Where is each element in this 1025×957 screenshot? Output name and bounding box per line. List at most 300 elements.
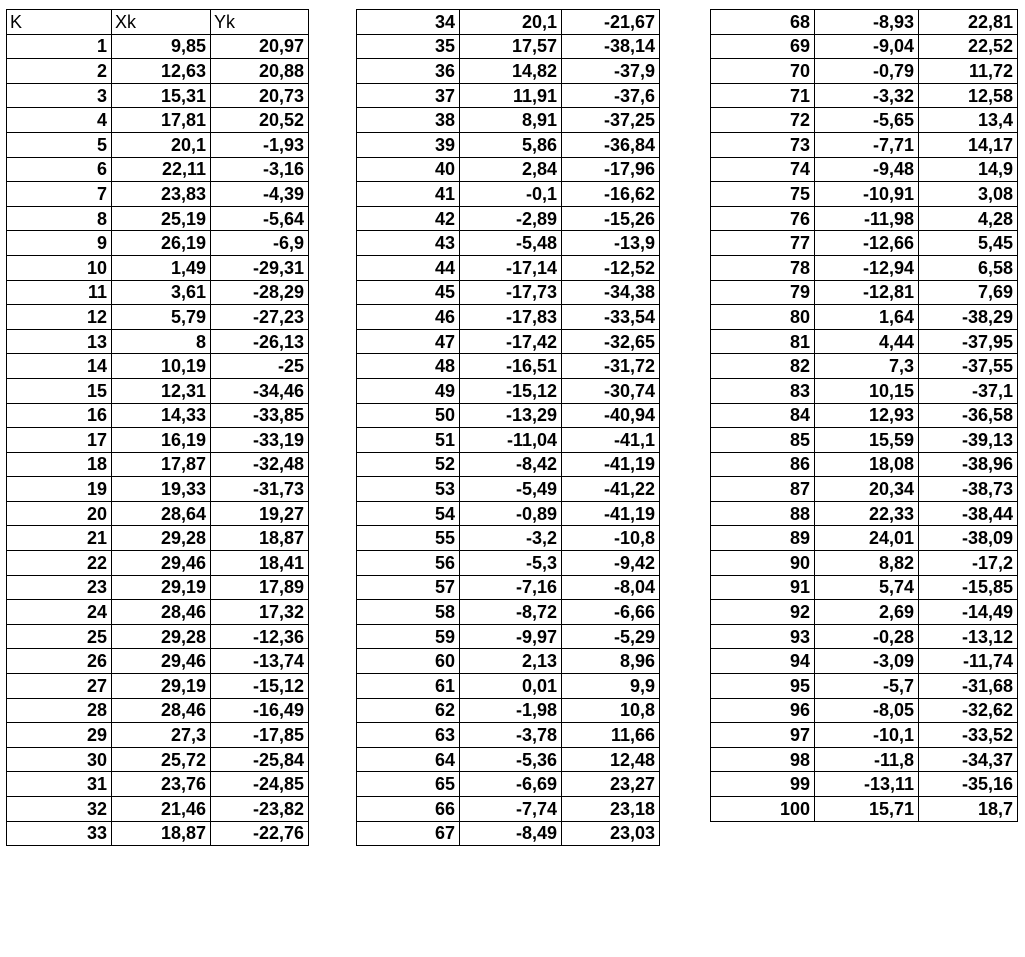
k-cell: 26 — [7, 649, 112, 674]
yk-cell: -32,62 — [919, 698, 1018, 723]
yk-cell: 8,96 — [562, 649, 660, 674]
yk-cell: 14,9 — [919, 157, 1018, 182]
yk-cell: -13,12 — [919, 624, 1018, 649]
table-row — [711, 255, 1018, 280]
yk-cell: -6,66 — [562, 600, 660, 625]
table-row — [711, 723, 1018, 748]
k-cell: 16 — [7, 403, 112, 428]
k-cell: 42 — [357, 206, 460, 231]
k-cell: 59 — [357, 624, 460, 649]
yk-cell: 12,58 — [919, 83, 1018, 108]
table-row — [357, 108, 660, 133]
table-row — [7, 477, 309, 502]
table-row — [357, 83, 660, 108]
xk-cell: 29,19 — [112, 674, 211, 699]
yk-cell: -12,52 — [562, 255, 660, 280]
k-cell: 98 — [711, 747, 815, 772]
xk-cell: -5,49 — [460, 477, 562, 502]
table-row — [357, 157, 660, 182]
k-cell: 87 — [711, 477, 815, 502]
yk-cell: -28,29 — [211, 280, 309, 305]
k-cell: 20 — [7, 501, 112, 526]
yk-cell: -17,2 — [919, 551, 1018, 576]
table-row — [7, 501, 309, 526]
table-row — [357, 34, 660, 59]
yk-cell: -38,14 — [562, 34, 660, 59]
table-row — [7, 452, 309, 477]
xk-cell: -9,97 — [460, 624, 562, 649]
xk-cell: 22,11 — [112, 157, 211, 182]
table-row — [7, 600, 309, 625]
yk-cell: -4,39 — [211, 182, 309, 207]
k-cell: 19 — [7, 477, 112, 502]
table-row — [357, 378, 660, 403]
yk-cell: -33,85 — [211, 403, 309, 428]
table-row — [711, 551, 1018, 576]
table-row — [7, 403, 309, 428]
xk-cell: 15,31 — [112, 83, 211, 108]
k-cell: 11 — [7, 280, 112, 305]
yk-cell: -36,84 — [562, 132, 660, 157]
table-row — [711, 624, 1018, 649]
xk-cell: 8 — [112, 329, 211, 354]
yk-cell: 3,08 — [919, 182, 1018, 207]
yk-cell: -34,46 — [211, 378, 309, 403]
table-row — [357, 747, 660, 772]
k-cell: 44 — [357, 255, 460, 280]
k-cell: 8 — [7, 206, 112, 231]
k-cell: 17 — [7, 428, 112, 453]
xk-cell: 5,79 — [112, 305, 211, 330]
yk-cell: -6,9 — [211, 231, 309, 256]
xk-cell: -0,89 — [460, 501, 562, 526]
k-cell: 15 — [7, 378, 112, 403]
yk-cell: 17,89 — [211, 575, 309, 600]
xk-cell: -7,16 — [460, 575, 562, 600]
table-row — [711, 600, 1018, 625]
yk-cell: -16,62 — [562, 182, 660, 207]
xk-cell: 29,28 — [112, 526, 211, 551]
k-cell: 56 — [357, 551, 460, 576]
table-row — [357, 255, 660, 280]
xk-cell: 21,46 — [112, 797, 211, 822]
table-row — [357, 674, 660, 699]
table-row — [7, 378, 309, 403]
xk-cell: -6,69 — [460, 772, 562, 797]
k-cell: 91 — [711, 575, 815, 600]
k-cell: 1 — [7, 34, 112, 59]
k-cell: 52 — [357, 452, 460, 477]
xk-cell: 18,87 — [112, 821, 211, 846]
table-row — [711, 182, 1018, 207]
k-cell: 32 — [7, 797, 112, 822]
yk-cell: -23,82 — [211, 797, 309, 822]
k-cell: 78 — [711, 255, 815, 280]
yk-cell: -9,42 — [562, 551, 660, 576]
xk-cell: 27,3 — [112, 723, 211, 748]
table-row — [7, 526, 309, 551]
xk-cell: 28,46 — [112, 698, 211, 723]
k-cell: 71 — [711, 83, 815, 108]
table-row — [357, 403, 660, 428]
k-cell: 38 — [357, 108, 460, 133]
yk-cell: -33,19 — [211, 428, 309, 453]
yk-cell: -5,29 — [562, 624, 660, 649]
data-table-3 — [710, 9, 1018, 822]
yk-cell: -17,85 — [211, 723, 309, 748]
xk-cell: -17,83 — [460, 305, 562, 330]
xk-cell: 20,34 — [815, 477, 919, 502]
xk-cell: -13,11 — [815, 772, 919, 797]
yk-cell: -34,37 — [919, 747, 1018, 772]
xk-cell: -11,04 — [460, 428, 562, 453]
table-row — [7, 206, 309, 231]
yk-cell: -3,16 — [211, 157, 309, 182]
yk-cell: 11,66 — [562, 723, 660, 748]
xk-cell: 12,63 — [112, 59, 211, 84]
k-cell: 67 — [357, 821, 460, 846]
xk-cell: -8,42 — [460, 452, 562, 477]
k-cell: 92 — [711, 600, 815, 625]
k-cell: 22 — [7, 551, 112, 576]
yk-cell: 20,52 — [211, 108, 309, 133]
k-cell: 51 — [357, 428, 460, 453]
xk-cell: 16,19 — [112, 428, 211, 453]
table-row — [7, 723, 309, 748]
table-row — [357, 132, 660, 157]
k-cell: 70 — [711, 59, 815, 84]
xk-cell: -3,09 — [815, 649, 919, 674]
table-row — [357, 182, 660, 207]
yk-cell: -17,96 — [562, 157, 660, 182]
k-cell: 28 — [7, 698, 112, 723]
table-row — [711, 10, 1018, 35]
k-cell: 7 — [7, 182, 112, 207]
k-cell: 74 — [711, 157, 815, 182]
yk-cell: -21,67 — [562, 10, 660, 35]
k-cell: 27 — [7, 674, 112, 699]
k-cell: 12 — [7, 305, 112, 330]
k-cell: 77 — [711, 231, 815, 256]
k-cell: 43 — [357, 231, 460, 256]
xk-cell: 15,71 — [815, 797, 919, 822]
xk-cell: -8,05 — [815, 698, 919, 723]
yk-cell: -22,76 — [211, 821, 309, 846]
yk-cell: -29,31 — [211, 255, 309, 280]
k-cell: 34 — [357, 10, 460, 35]
xk-cell: -11,8 — [815, 747, 919, 772]
yk-cell: -37,6 — [562, 83, 660, 108]
table-row — [357, 477, 660, 502]
xk-cell: 17,57 — [460, 34, 562, 59]
k-cell: 6 — [7, 157, 112, 182]
table-row — [711, 157, 1018, 182]
k-cell: 14 — [7, 354, 112, 379]
table-row — [711, 698, 1018, 723]
xk-cell: -10,91 — [815, 182, 919, 207]
k-cell: 24 — [7, 600, 112, 625]
yk-cell: -14,49 — [919, 600, 1018, 625]
yk-cell: -41,1 — [562, 428, 660, 453]
yk-cell: -41,19 — [562, 452, 660, 477]
table-row — [357, 354, 660, 379]
yk-cell: -8,04 — [562, 575, 660, 600]
yk-cell: -27,23 — [211, 305, 309, 330]
yk-cell: -15,12 — [211, 674, 309, 699]
xk-cell: 10,15 — [815, 378, 919, 403]
yk-cell: 5,45 — [919, 231, 1018, 256]
yk-cell: -32,65 — [562, 329, 660, 354]
table-row — [357, 649, 660, 674]
k-cell: 25 — [7, 624, 112, 649]
table-row — [711, 501, 1018, 526]
yk-cell: -31,73 — [211, 477, 309, 502]
k-cell: 82 — [711, 354, 815, 379]
xk-cell: -3,2 — [460, 526, 562, 551]
table-1-body — [7, 10, 309, 846]
table-row — [357, 231, 660, 256]
table-row — [357, 698, 660, 723]
xk-cell: -8,49 — [460, 821, 562, 846]
k-cell: 46 — [357, 305, 460, 330]
xk-cell: -5,48 — [460, 231, 562, 256]
table-row — [357, 772, 660, 797]
table-row — [7, 649, 309, 674]
yk-cell: 23,27 — [562, 772, 660, 797]
yk-cell: -39,13 — [919, 428, 1018, 453]
xk-cell: -10,1 — [815, 723, 919, 748]
xk-cell: 14,82 — [460, 59, 562, 84]
k-cell: 37 — [357, 83, 460, 108]
yk-cell: 22,52 — [919, 34, 1018, 59]
yk-cell: -26,13 — [211, 329, 309, 354]
xk-cell: 29,46 — [112, 551, 211, 576]
table-row — [357, 10, 660, 35]
xk-cell: -12,94 — [815, 255, 919, 280]
xk-cell: -9,48 — [815, 157, 919, 182]
yk-cell: -12,36 — [211, 624, 309, 649]
xk-cell: 0,01 — [460, 674, 562, 699]
table-row — [711, 34, 1018, 59]
yk-cell: -33,54 — [562, 305, 660, 330]
xk-cell: -16,51 — [460, 354, 562, 379]
table-row — [7, 305, 309, 330]
table-row — [7, 280, 309, 305]
table-row — [357, 329, 660, 354]
table-row — [357, 600, 660, 625]
table-row — [357, 526, 660, 551]
data-table-2 — [356, 9, 660, 846]
xk-cell: -1,98 — [460, 698, 562, 723]
k-cell: 54 — [357, 501, 460, 526]
table-row — [7, 329, 309, 354]
xk-cell: 7,3 — [815, 354, 919, 379]
xk-cell: 8,82 — [815, 551, 919, 576]
yk-cell: 14,17 — [919, 132, 1018, 157]
table-row — [7, 747, 309, 772]
xk-cell: 12,31 — [112, 378, 211, 403]
table-row — [711, 452, 1018, 477]
k-cell: 23 — [7, 575, 112, 600]
table-row — [711, 747, 1018, 772]
xk-cell: -0,28 — [815, 624, 919, 649]
yk-cell: -38,29 — [919, 305, 1018, 330]
yk-cell: -30,74 — [562, 378, 660, 403]
yk-cell: -15,26 — [562, 206, 660, 231]
xk-cell: -7,74 — [460, 797, 562, 822]
xk-cell: 24,01 — [815, 526, 919, 551]
yk-cell: -16,49 — [211, 698, 309, 723]
yk-cell: -25,84 — [211, 747, 309, 772]
yk-cell: -37,9 — [562, 59, 660, 84]
k-cell: 57 — [357, 575, 460, 600]
table-row — [357, 305, 660, 330]
xk-cell: -2,89 — [460, 206, 562, 231]
yk-cell: -31,68 — [919, 674, 1018, 699]
table-row — [711, 649, 1018, 674]
table-row — [357, 59, 660, 84]
xk-cell: 1,49 — [112, 255, 211, 280]
header-row — [7, 10, 309, 35]
yk-cell: -41,22 — [562, 477, 660, 502]
xk-cell: 28,64 — [112, 501, 211, 526]
yk-cell: -37,55 — [919, 354, 1018, 379]
k-cell: 84 — [711, 403, 815, 428]
xk-cell: 5,86 — [460, 132, 562, 157]
xk-cell: 25,72 — [112, 747, 211, 772]
k-cell: 9 — [7, 231, 112, 256]
xk-cell: -9,04 — [815, 34, 919, 59]
k-cell: 73 — [711, 132, 815, 157]
xk-cell: -11,98 — [815, 206, 919, 231]
table-row — [7, 698, 309, 723]
k-cell: 3 — [7, 83, 112, 108]
xk-cell: -17,14 — [460, 255, 562, 280]
yk-cell: 23,03 — [562, 821, 660, 846]
xk-cell: 18,08 — [815, 452, 919, 477]
xk-cell: -3,78 — [460, 723, 562, 748]
table-row — [711, 477, 1018, 502]
yk-cell: 11,72 — [919, 59, 1018, 84]
k-cell: 13 — [7, 329, 112, 354]
xk-cell: 12,93 — [815, 403, 919, 428]
k-cell: 31 — [7, 772, 112, 797]
table-row — [711, 231, 1018, 256]
xk-cell: -3,32 — [815, 83, 919, 108]
xk-cell: -12,81 — [815, 280, 919, 305]
k-cell: 21 — [7, 526, 112, 551]
k-cell: 64 — [357, 747, 460, 772]
table-row — [711, 206, 1018, 231]
yk-cell: -38,96 — [919, 452, 1018, 477]
yk-cell: -11,74 — [919, 649, 1018, 674]
xk-cell: -8,72 — [460, 600, 562, 625]
xk-cell: -13,29 — [460, 403, 562, 428]
xk-cell: 11,91 — [460, 83, 562, 108]
k-cell: 66 — [357, 797, 460, 822]
table-row — [7, 59, 309, 84]
xk-cell: 1,64 — [815, 305, 919, 330]
table-row — [7, 132, 309, 157]
k-cell: 88 — [711, 501, 815, 526]
k-cell: 61 — [357, 674, 460, 699]
k-cell: 33 — [7, 821, 112, 846]
table-row — [7, 772, 309, 797]
k-cell: 94 — [711, 649, 815, 674]
xk-cell: 4,44 — [815, 329, 919, 354]
table-2-body — [357, 10, 660, 846]
k-cell: 86 — [711, 452, 815, 477]
yk-cell: 19,27 — [211, 501, 309, 526]
xk-cell: -5,36 — [460, 747, 562, 772]
yk-cell: -37,95 — [919, 329, 1018, 354]
xk-cell: 26,19 — [112, 231, 211, 256]
xk-cell: -17,73 — [460, 280, 562, 305]
xk-cell: -12,66 — [815, 231, 919, 256]
yk-cell: -33,52 — [919, 723, 1018, 748]
yk-cell: 6,58 — [919, 255, 1018, 280]
yk-cell: 17,32 — [211, 600, 309, 625]
k-cell: 75 — [711, 182, 815, 207]
xk-cell: 14,33 — [112, 403, 211, 428]
table-row — [357, 428, 660, 453]
xk-cell: 10,19 — [112, 354, 211, 379]
table-row — [711, 108, 1018, 133]
k-cell: 63 — [357, 723, 460, 748]
xk-cell: -5,3 — [460, 551, 562, 576]
k-cell: 49 — [357, 378, 460, 403]
yk-cell: -40,94 — [562, 403, 660, 428]
k-cell: 85 — [711, 428, 815, 453]
header-k: K — [7, 10, 112, 35]
yk-cell: -13,74 — [211, 649, 309, 674]
table-row — [711, 329, 1018, 354]
k-cell: 100 — [711, 797, 815, 822]
k-cell: 90 — [711, 551, 815, 576]
yk-cell: -13,9 — [562, 231, 660, 256]
k-cell: 89 — [711, 526, 815, 551]
yk-cell: -25 — [211, 354, 309, 379]
k-cell: 96 — [711, 698, 815, 723]
xk-cell: 17,87 — [112, 452, 211, 477]
xk-cell: 3,61 — [112, 280, 211, 305]
k-cell: 29 — [7, 723, 112, 748]
table-row — [711, 280, 1018, 305]
yk-cell: -36,58 — [919, 403, 1018, 428]
k-cell: 60 — [357, 649, 460, 674]
k-cell: 18 — [7, 452, 112, 477]
yk-cell: -31,72 — [562, 354, 660, 379]
k-cell: 83 — [711, 378, 815, 403]
k-cell: 45 — [357, 280, 460, 305]
xk-cell: 25,19 — [112, 206, 211, 231]
k-cell: 62 — [357, 698, 460, 723]
table-row — [7, 83, 309, 108]
table-row — [711, 575, 1018, 600]
table-row — [7, 624, 309, 649]
table-row — [7, 797, 309, 822]
xk-cell: 2,13 — [460, 649, 562, 674]
table-row — [357, 452, 660, 477]
table-row — [7, 231, 309, 256]
xk-cell: 22,33 — [815, 501, 919, 526]
k-cell: 39 — [357, 132, 460, 157]
table-row — [711, 83, 1018, 108]
xk-cell: -17,42 — [460, 329, 562, 354]
k-cell: 50 — [357, 403, 460, 428]
yk-cell: -1,93 — [211, 132, 309, 157]
table-row — [357, 280, 660, 305]
